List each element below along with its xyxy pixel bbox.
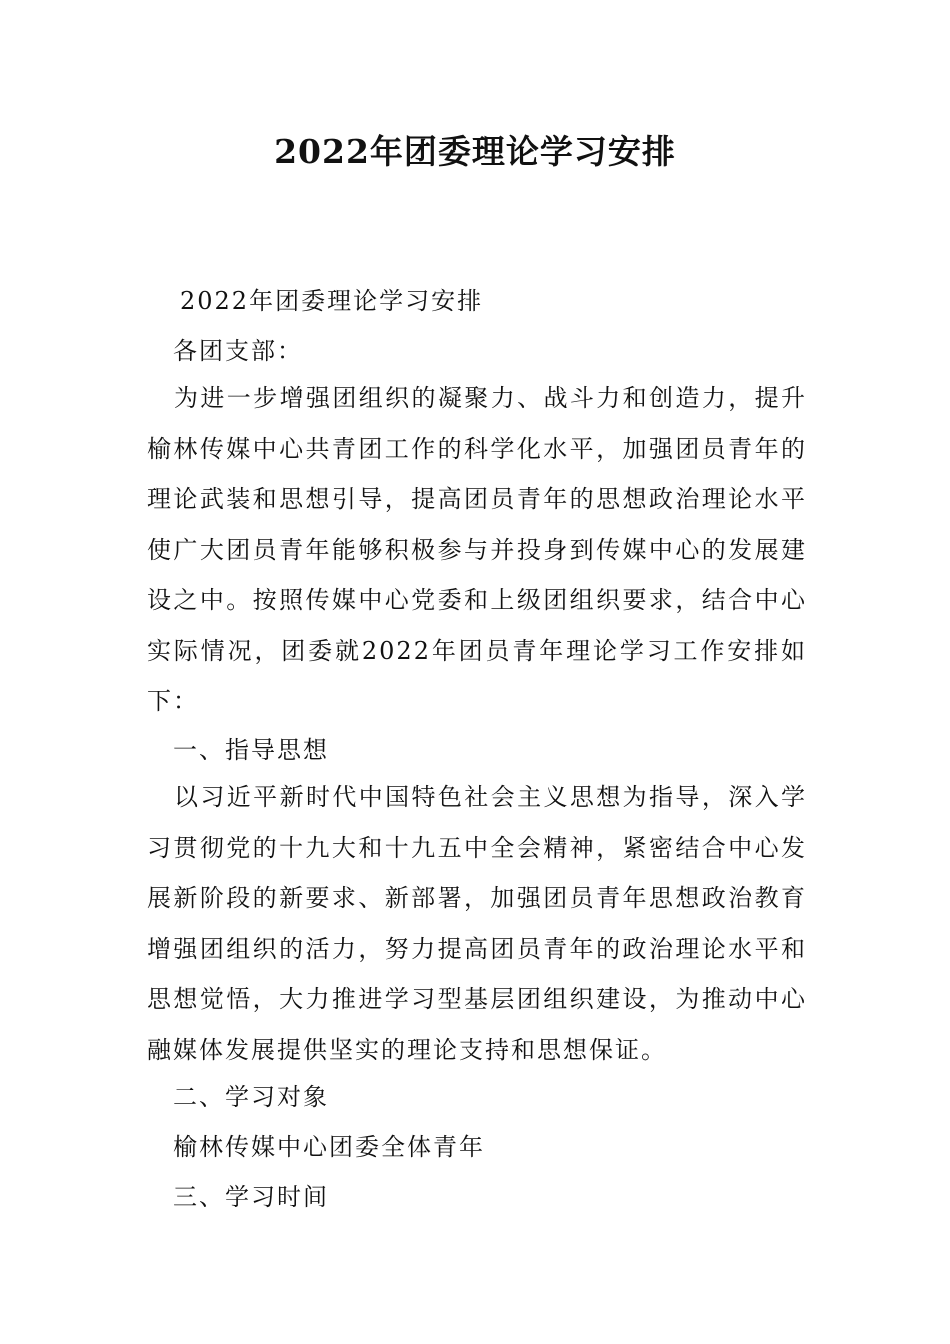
salutation: 各团支部：	[173, 337, 303, 365]
intro-paragraph: 为进一步增强团组织的凝聚力、战斗力和创造力，提升榆林传媒中心共青团工作的科学化水平，加强团员青年的理论武装和思想引导，提高团员青年的思想政治理论水平使广大团员青年能够积极参与并投身到传媒中心的发展建设之中。按照传媒中心党委和上级团组织要求，结合中心实际情况，团委就2022年团员青年理论学习工作安排如下：	[147, 384, 807, 715]
section-heading-guiding-ideology: 一、指导思想	[173, 736, 329, 764]
section-body-guiding-ideology: 以习近平新时代中国特色社会主义思想为指导，深入学习贯彻党的十九大和十九五中全会精神，紧密结合中心发展新阶段的新要求、新部署，加强团员青年思想政治教育增强团组织的活力，努力提高团员青年的政治理论水平和思想觉悟，大力推进学习型基层团组织建设，为推动中心融媒体发展提供坚实的理论支持和思想保证。	[147, 783, 807, 1064]
section-heading-study-audience: 二、学习对象	[173, 1083, 329, 1111]
subtitle: 2022年团委理论学习安排	[180, 287, 484, 315]
section-body-study-audience: 榆林传媒中心团委全体青年	[173, 1133, 485, 1161]
section-heading-study-time: 三、学习时间	[173, 1183, 329, 1211]
document-title: 2022年团委理论学习安排	[274, 132, 676, 171]
